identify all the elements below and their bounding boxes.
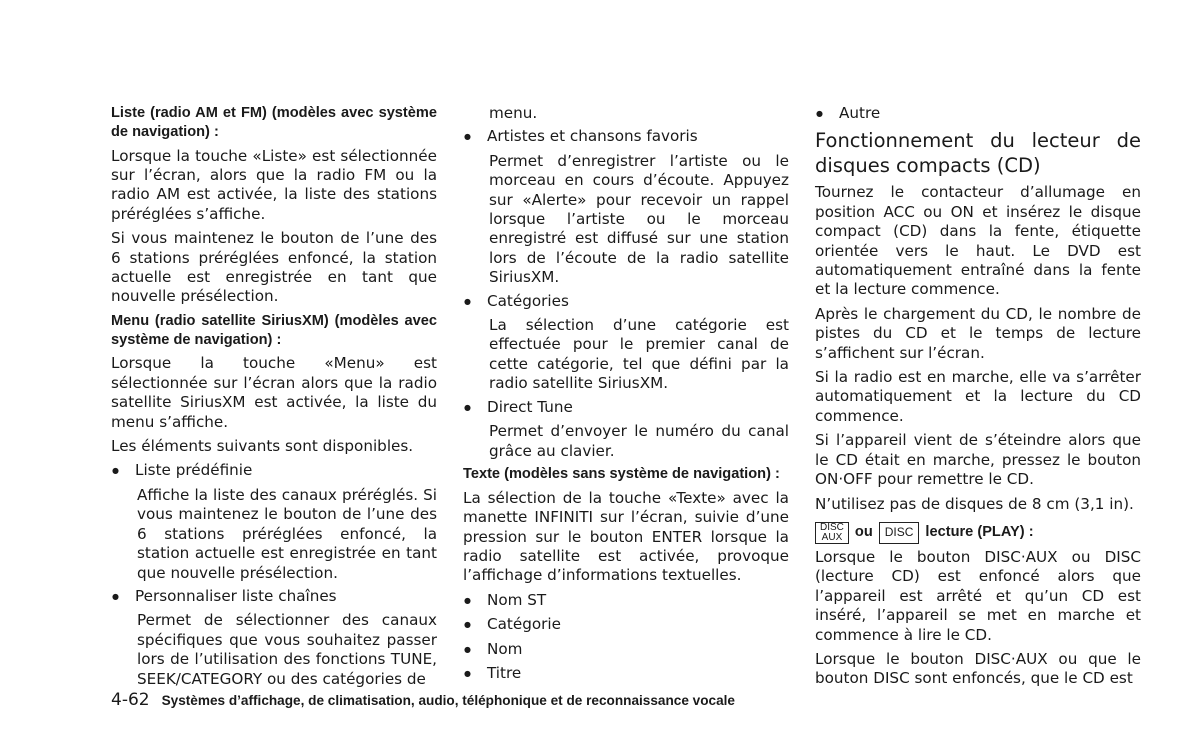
paragraph: Si l’appareil vient de s’éteindre alors que le CD était en marche, pressez le bouton ON·OFF pour remettre le CD. bbox=[815, 431, 1141, 489]
disc-aux-label-bottom: AUX bbox=[821, 531, 843, 543]
paragraph: Si la radio est en marche, elle va s’arrêter automatiquement et la lecture du CD commence. bbox=[815, 368, 1141, 425]
paragraph: Lorsque le bouton DISC·AUX ou que le bouton DISC sont enfoncés, que le CD est bbox=[815, 649, 1141, 688]
disc-button-icon: DISC bbox=[879, 522, 920, 544]
bullet-description-continued: menu. bbox=[489, 104, 538, 122]
column-left bbox=[111, 104, 437, 693]
bullet-item: ● Catégorie bbox=[463, 615, 789, 634]
column-right bbox=[815, 104, 1141, 694]
bullet-item: ● Catégories bbox=[463, 292, 789, 311]
bullet-item: ● Direct Tune bbox=[463, 398, 789, 417]
bullet-item: ● Liste prédéfinie bbox=[111, 461, 437, 480]
paragraph: La sélection de la touche «Texte» avec la manette INFINITI sur l’écran, suivie d’une pression sur le bouton ENTER lorsque la radio satellite est activée, provoque l’affichage d’informations textuelles. bbox=[463, 488, 789, 585]
heading-liste: Liste (radio AM et FM) (modèles avec système de navigation) : bbox=[111, 105, 437, 140]
bullet-description: Affiche la liste des canaux préréglés. Si vous maintenez le bouton de l’une des 6 stations préréglées enfoncé, la station actuelle est enregistrée en tant que nouvelle présélection. bbox=[137, 485, 437, 582]
paragraph: N’utilisez pas de disques de 8 cm (3,1 in). bbox=[815, 494, 1134, 513]
disc-aux-button-icon bbox=[815, 522, 849, 544]
chapter-title: Systèmes d’affichage, de climatisation, audio, téléphonique et de reconnaissance vocale bbox=[161, 693, 735, 708]
bullet-item: ● Personnaliser liste chaînes bbox=[111, 587, 437, 606]
bullet-item: ● Nom ST bbox=[463, 591, 789, 610]
bullet-item: ● Autre bbox=[815, 104, 1141, 123]
page-footer bbox=[111, 690, 735, 710]
paragraph: Tournez le contacteur d’allumage en position ACC ou ON et insérez le disque compact (CD) dans la fente, étiquette orientée vers le haut. Le DVD est automatiquement entraîné dans la fente et la lecture commence. bbox=[815, 183, 1141, 299]
heading-texte: Texte (modèles sans système de navigation) : bbox=[463, 465, 780, 482]
column-middle bbox=[463, 104, 789, 688]
heading-menu: Menu (radio satellite SiriusXM) (modèles avec système de navigation) : bbox=[111, 312, 437, 348]
bullet-item: ● Nom bbox=[463, 640, 789, 659]
paragraph: Après le chargement du CD, le nombre de pistes du CD et le temps de lecture s’affichent sur l’écran. bbox=[815, 304, 1141, 362]
bullet-item: ● Artistes et chansons favoris bbox=[463, 127, 789, 146]
bullet-description: Permet d’envoyer le numéro du canal grâce au clavier. bbox=[489, 422, 789, 460]
word-ou: ou bbox=[854, 524, 873, 541]
heading-play: lecture (PLAY) : bbox=[925, 524, 1034, 541]
disc-aux-label-top: DISC bbox=[820, 521, 844, 533]
section-heading-cd: Fonctionnement du lecteur de disques compacts (CD) bbox=[815, 129, 1141, 178]
bullet-description: La sélection d’une catégorie est effectuée pour le premier canal de cette catégorie, tel que défini par la radio satellite SiriusXM. bbox=[489, 316, 789, 393]
paragraph: Lorsque le bouton DISC·AUX ou DISC (lecture CD) est enfoncé alors que l’appareil est arrêté et qu’un CD est inséré, l’appareil se met en marche et commence à lire le CD. bbox=[815, 547, 1141, 644]
paragraph: Les éléments suivants sont disponibles. bbox=[111, 437, 414, 456]
bullet-description: Permet d’enregistrer l’artiste ou le morceau en cours d’écoute. Appuyez sur «Alerte» pour recevoir un rappel lorsque l’artiste ou le morceau enregistré est diffusé sur une station lors de l’écoute de la radio satellite SiriusXM. bbox=[489, 151, 789, 287]
bullet-description: Permet de sélectionner des canaux spécifiques que vous souhaitez passer lors de l’utilisation des fonctions TUNE, SEEK/CATEGORY ou des catégories de bbox=[137, 611, 437, 688]
bullet-item: ● Titre bbox=[463, 664, 789, 683]
paragraph: Lorsque la touche «Liste» est sélectionnée sur l’écran, alors que la radio FM ou la radio AM est activée, la liste des stations préréglées s’affiche. bbox=[111, 146, 437, 223]
paragraph: Si vous maintenez le bouton de l’une des 6 stations préréglées enfoncé, la station actuelle est enregistrée en tant que nouvelle présélection. bbox=[111, 229, 437, 306]
paragraph: Lorsque la touche «Menu» est sélectionnée sur l’écran alors que la radio satellite SiriusXM est activée, la liste du menu s’affiche. bbox=[111, 354, 437, 431]
page-number: 4-62 bbox=[111, 690, 150, 710]
disc-play-heading bbox=[815, 522, 1141, 544]
